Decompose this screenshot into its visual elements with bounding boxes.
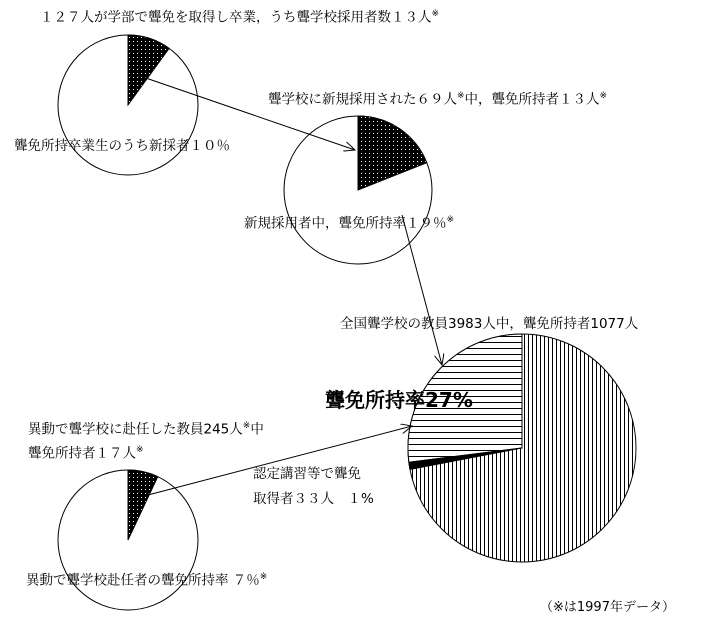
- transfer-title-line2: 聾免所持者１７人※: [28, 445, 144, 462]
- new-hires-pie: [284, 116, 432, 264]
- national-rate-label: 聾免所持率27%: [325, 388, 473, 412]
- arrow-new-hires-to-national: [402, 215, 442, 365]
- national-pie: [408, 334, 636, 562]
- footnote: （※は1997年データ）: [540, 600, 675, 615]
- new-hires-title: 聾学校に新規採用された６９人※中，聾免所持者１３人※: [268, 91, 608, 108]
- new-hires-rate-label: 新規採用者中，聾免所持率１９％※: [244, 215, 455, 232]
- graduates-title: １２７人が学部で聾免を取得し卒業，うち聾学校採用者数１３人※: [40, 9, 440, 26]
- national-title: 全国聾学校の教員3983人中，聾免所持者1077人: [340, 316, 639, 332]
- transfer-rate-label: 異動で聾学校赴任者の聾免所持率 ７％※: [26, 572, 268, 589]
- training-label-line2: 取得者３３人 １%: [253, 491, 374, 507]
- transfer-title-line1: 異動で聾学校に赴任した教員245人※中: [28, 421, 264, 438]
- graduates-rate-label: 聾免所持卒業生のうち新採者１０％: [14, 138, 230, 154]
- training-label-line1: 認定講習等で聾免: [253, 466, 361, 482]
